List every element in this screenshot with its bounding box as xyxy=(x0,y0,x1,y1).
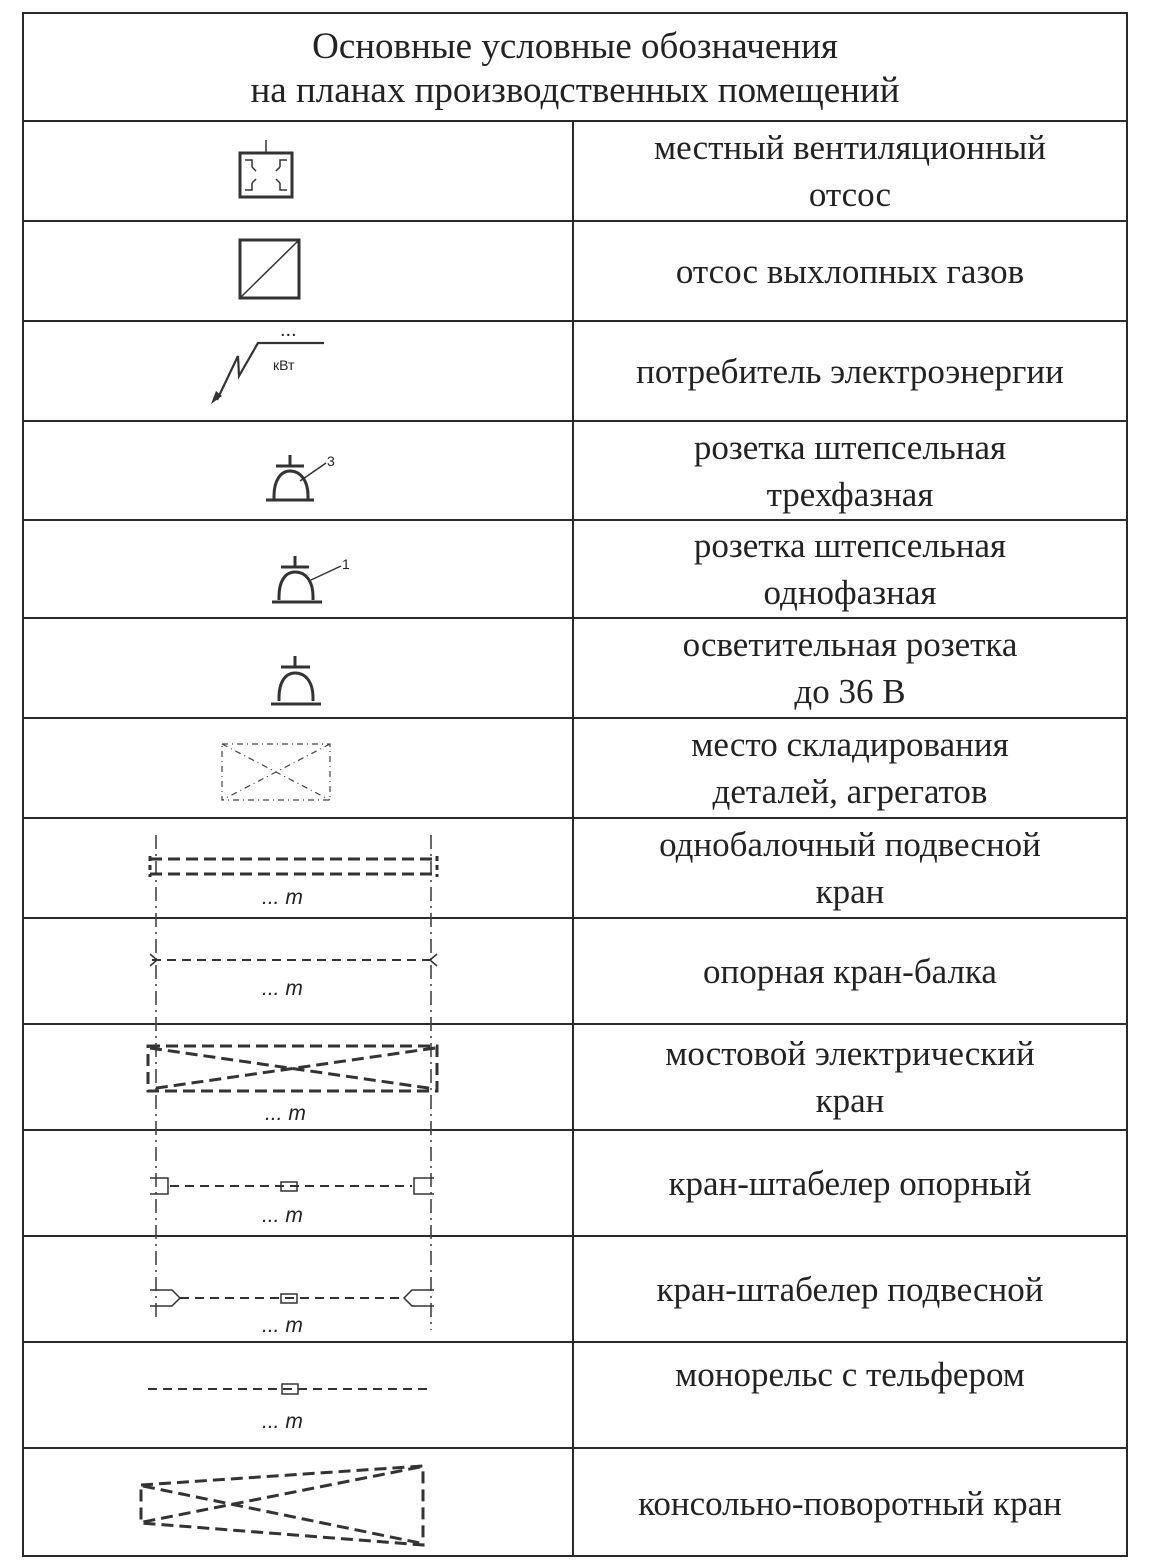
title-line-1: Основные условные обозначения xyxy=(312,26,838,67)
symbol-cell xyxy=(24,1237,574,1341)
legend-row xyxy=(24,819,1126,919)
symbol-unit-label: кВт xyxy=(273,357,295,373)
description-line: деталей, агрегатов xyxy=(712,772,988,811)
legend-row xyxy=(24,919,1126,1025)
description-line: потребитель электроэнергии xyxy=(636,351,1064,391)
description-line: кран-штабелер подвесной xyxy=(656,1269,1044,1309)
description-line: кран xyxy=(815,872,885,911)
capacity-label: ... т xyxy=(265,1102,306,1125)
symbol-cell xyxy=(24,122,574,220)
capacity-label: ... т xyxy=(262,886,303,909)
description-cell xyxy=(574,322,1126,420)
symbol-cell xyxy=(24,819,574,917)
symbol-cell xyxy=(24,1025,574,1129)
description-line: однофазная xyxy=(763,573,937,612)
symbol-cell xyxy=(24,1449,574,1557)
description-line: кран xyxy=(815,1081,885,1120)
description-cell xyxy=(574,422,1126,519)
symbol-number: 3 xyxy=(327,453,335,469)
legend-row xyxy=(24,521,1126,619)
description-line: отсос xyxy=(808,175,892,214)
description-cell xyxy=(574,1025,1126,1129)
capacity-label: ... т xyxy=(262,1314,303,1337)
description-cell xyxy=(574,619,1126,717)
legend-row xyxy=(24,1025,1126,1131)
description-line: розетка штепсельная xyxy=(693,427,1007,467)
symbol-top-label: ... xyxy=(280,319,297,341)
symbol-cell xyxy=(24,1131,574,1235)
legend-row xyxy=(24,1449,1126,1557)
legend-table xyxy=(22,12,1128,1557)
legend-row xyxy=(24,1237,1126,1343)
symbol-number: 1 xyxy=(342,556,350,572)
symbol-cell xyxy=(24,222,574,320)
description-cell xyxy=(574,1449,1126,1557)
description-line: место складирования xyxy=(691,725,1009,764)
description-line: кран-штабелер опорный xyxy=(668,1163,1032,1203)
legend-row xyxy=(24,322,1126,422)
description-cell xyxy=(574,819,1126,917)
legend-row xyxy=(24,1131,1126,1237)
description-cell xyxy=(574,1237,1126,1341)
description-line: монорельс с тельфером xyxy=(675,1355,1025,1394)
description-line: местный вентиляционный xyxy=(654,128,1046,167)
capacity-label: ... т xyxy=(262,1204,303,1227)
description-line: консольно-поворотный кран xyxy=(638,1483,1062,1523)
description-cell xyxy=(574,1131,1126,1235)
description-line: трехфазная xyxy=(766,474,934,514)
description-line: отсос выхлопных газов xyxy=(675,251,1025,291)
symbol-cell xyxy=(24,719,574,817)
description-cell xyxy=(574,919,1126,1023)
legend-row xyxy=(24,719,1126,819)
capacity-label: ... т xyxy=(262,1410,303,1433)
symbol-cell xyxy=(24,1343,574,1447)
description-line: розетка штепсельная xyxy=(693,526,1007,565)
description-cell xyxy=(574,1343,1126,1447)
symbol-cell xyxy=(24,521,574,617)
title-line-2: на планах производственных помещений xyxy=(250,70,900,111)
page-title xyxy=(24,14,1126,122)
legend-row xyxy=(24,222,1126,322)
description-cell xyxy=(574,719,1126,817)
legend-row xyxy=(24,122,1126,222)
description-line: однобалочный подвесной xyxy=(659,825,1041,864)
description-cell xyxy=(574,521,1126,617)
description-line: до 36 В xyxy=(794,672,906,711)
symbol-cell xyxy=(24,322,574,420)
description-cell xyxy=(574,222,1126,320)
capacity-label: ... т xyxy=(262,977,303,1000)
description-line: осветительная розетка xyxy=(682,625,1018,664)
legend-row xyxy=(24,619,1126,719)
description-cell xyxy=(574,122,1126,220)
legend-row xyxy=(24,422,1126,521)
symbol-cell xyxy=(24,619,574,717)
symbol-cell xyxy=(24,919,574,1023)
legend-row xyxy=(24,1343,1126,1449)
symbol-cell xyxy=(24,422,574,519)
description-line: опорная кран-балка xyxy=(703,951,997,991)
description-line: мостовой электрический xyxy=(665,1034,1035,1073)
